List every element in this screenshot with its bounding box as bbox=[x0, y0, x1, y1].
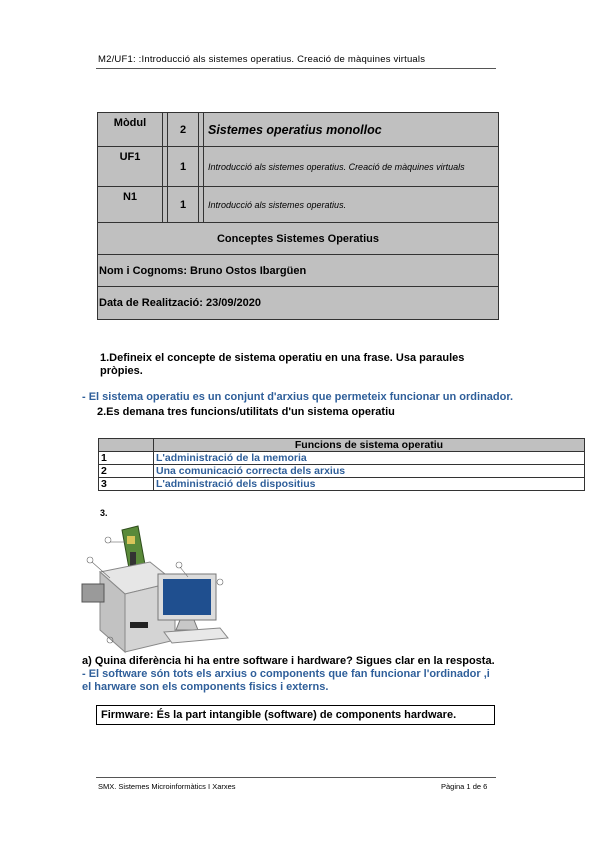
uf-description: Introducció als sistemes operatius. Creació de màquines virtuals bbox=[204, 147, 499, 187]
question-2: 2.Es demana tres funcions/utilitats d'un sistema operatiu bbox=[97, 406, 395, 418]
computer-hardware-illustration-icon bbox=[80, 522, 230, 654]
question-3-label: 3. bbox=[100, 508, 108, 518]
header-divider bbox=[96, 68, 496, 69]
functions-table bbox=[98, 438, 585, 491]
uf-label: UF1 bbox=[98, 147, 163, 187]
question-3a: a) Quina diferència hi ha entre software i hardware? Sigues clar en la resposta. bbox=[82, 655, 495, 667]
modul-label: Mòdul bbox=[98, 113, 163, 147]
functions-table-header: Funcions de sistema operatiu bbox=[154, 439, 585, 452]
footer-course: SMX. Sistemes Microinformàtics I Xarxes bbox=[98, 782, 236, 791]
answer-1: - El sistema operatiu es un conjunt d'arxius que permeteix funcionar un ordinador. bbox=[82, 391, 514, 403]
table-row: 1 L'administració de la memoria bbox=[99, 452, 585, 465]
modul-description: Sistemes operatius monolloc bbox=[204, 113, 499, 147]
firmware-box: Firmware: És la part intangible (software) de components hardware. bbox=[96, 705, 495, 725]
completion-date: Data de Realització: 23/09/2020 bbox=[98, 287, 499, 320]
module-info-table bbox=[97, 112, 499, 320]
answer-3a: - El software són tots els arxius o components que fan funcionar l'ordinador ,i el harware son els components fisics i externs. bbox=[82, 668, 490, 693]
document-title: Conceptes Sistemes Operatius bbox=[98, 223, 499, 255]
table-row: 2 Una comunicació correcta dels arxius bbox=[99, 465, 585, 478]
uf-number: 1 bbox=[168, 147, 199, 187]
footer-divider bbox=[96, 777, 496, 778]
table-row: 3 L'administració dels dispositius bbox=[99, 478, 585, 491]
page-number: Pàgina 1 de 6 bbox=[441, 782, 488, 791]
n-label: N1 bbox=[98, 187, 163, 223]
question-1: 1.Defineix el concepte de sistema operatiu en una frase. Usa paraules pròpies. bbox=[100, 352, 465, 377]
n-description: Introducció als sistemes operatius. bbox=[204, 187, 499, 223]
modul-number: 2 bbox=[168, 113, 199, 147]
page-header: M2/UF1: :Introducció als sistemes operatius. Creació de màquines virtuals bbox=[98, 54, 426, 65]
n-number: 1 bbox=[168, 187, 199, 223]
student-name: Nom i Cognoms: Bruno Ostos Ibargüen bbox=[98, 255, 499, 287]
